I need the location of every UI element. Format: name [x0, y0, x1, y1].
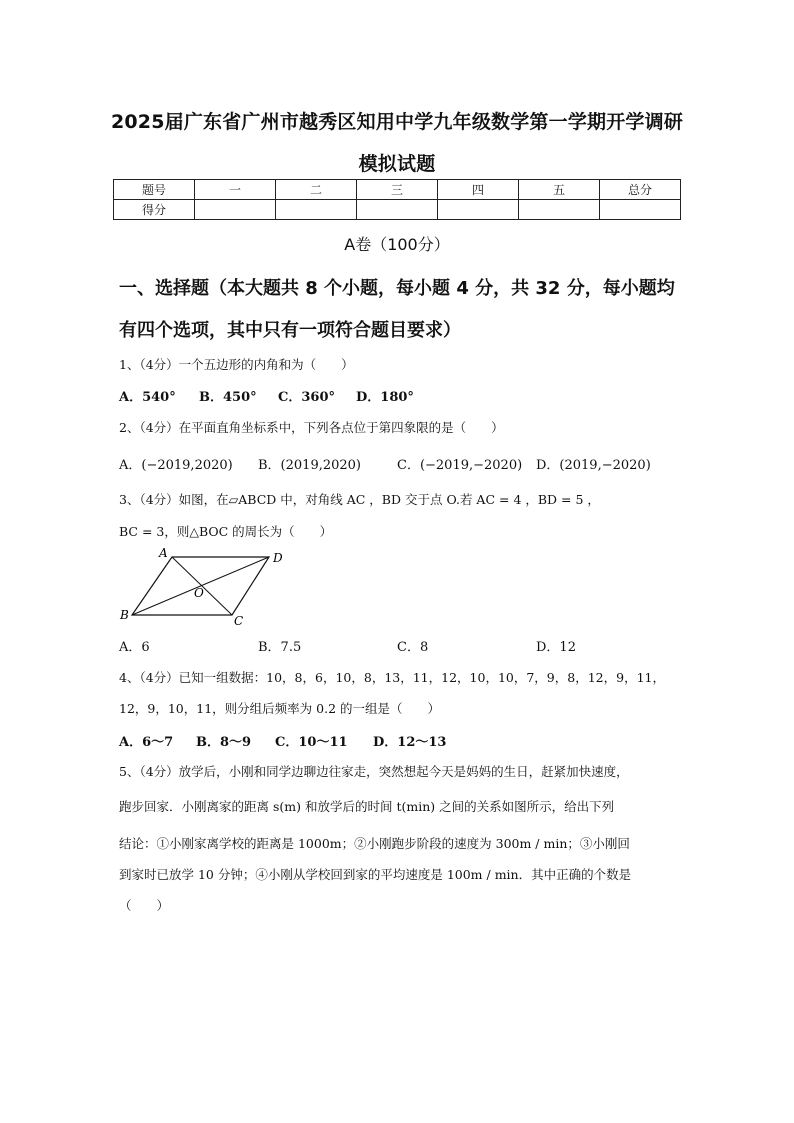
parallelogram-figure	[115, 545, 295, 630]
vertex-label-b: B	[120, 608, 129, 622]
q2-option-b[interactable]: B．(2019,2020)	[258, 458, 361, 473]
exam-title-line-1: 2025届广东省广州市越秀区知用中学九年级数学第一学期开学调研	[110, 111, 684, 133]
exam-title-line-2: 模拟试题	[358, 153, 436, 175]
q2-option-c[interactable]: C．(−2019,−2020)	[397, 458, 523, 473]
score-cell[interactable]	[195, 200, 276, 220]
q4-option-d[interactable]: D．12～13	[373, 735, 447, 750]
q4-option-a[interactable]: A．6～7	[119, 735, 174, 750]
score-cell[interactable]	[276, 200, 357, 220]
question-2-text: 2、（4分）在平面直角坐标系中，下列各点位于第四象限的是（ ）	[119, 420, 504, 435]
score-header-cell: 二	[276, 180, 357, 200]
q3-option-d[interactable]: D．12	[536, 640, 576, 655]
vertex-label-a: A	[159, 546, 168, 560]
question-5-line-5: （ ）	[119, 898, 170, 913]
question-5-line-1: 5、（4分）放学后，小刚和同学边聊边往家走，突然想起今天是妈妈的生日，赶紧加快速度，	[119, 764, 629, 779]
q3-option-b[interactable]: B．7.5	[258, 640, 302, 655]
volume-heading: A卷（100分）	[344, 235, 450, 254]
question-5-line-3: 结论：①小刚家离学校的距离是 1000m；②小刚跑步阶段的速度为 300m / min；③小刚回	[119, 836, 630, 851]
q2-option-a[interactable]: A．(−2019,2020)	[119, 458, 233, 473]
score-table	[113, 179, 681, 220]
score-header-cell: 四	[438, 180, 519, 200]
section-heading-line-2: 有四个选项，其中只有一项符合题目要求）	[119, 320, 461, 341]
q1-option-b[interactable]: B．450°	[199, 390, 257, 405]
q3-option-c[interactable]: C．8	[397, 640, 429, 655]
q1-option-c[interactable]: C．360°	[278, 390, 335, 405]
score-header-cell: 五	[519, 180, 600, 200]
question-5-line-2: 跑步回家．小刚离家的距离 s(m) 和放学后的时间 t(min) 之间的关系如图所示，给出下列	[119, 799, 615, 814]
question-4-line-2: 12，9，10，11，则分组后频率为 0.2 的一组是（ ）	[119, 701, 440, 716]
vertex-label-d: D	[273, 551, 283, 565]
score-table-score-row	[114, 200, 681, 220]
score-header-cell: 总分	[600, 180, 681, 200]
vertex-label-c: C	[234, 614, 244, 628]
q1-option-a[interactable]: A．540°	[119, 390, 176, 405]
q4-option-c[interactable]: C．10～11	[275, 735, 348, 750]
question-5-line-4: 到家时已放学 10 分钟；④小刚从学校回到家的平均速度是 100m / min．其中正确的个数是	[119, 867, 632, 882]
score-table-header-row	[114, 180, 681, 200]
point-label-o: O	[194, 586, 204, 600]
question-1-text: 1、（4分）一个五边形的内角和为（ ）	[119, 357, 354, 372]
score-header-cell: 三	[357, 180, 438, 200]
q3-option-a[interactable]: A．6	[119, 640, 150, 655]
q2-option-d[interactable]: D．(2019,−2020)	[536, 458, 651, 473]
score-cell[interactable]	[519, 200, 600, 220]
score-cell[interactable]	[600, 200, 681, 220]
score-row-label: 得分	[114, 200, 195, 220]
question-3-line-1: 3、（4分）如图，在▱ABCD 中，对角线 AC ，BD 交于点 O.若 AC = 4 ，BD = 5 ，	[119, 492, 600, 507]
question-3-line-2: BC = 3，则△BOC 的周长为（ ）	[119, 524, 333, 539]
score-cell[interactable]	[438, 200, 519, 220]
question-4-line-1: 4、（4分）已知一组数据：10，8，6，10，8，13，11，12，10，10，7，9，8，12，9，11，	[119, 670, 665, 685]
q1-option-d[interactable]: D．180°	[356, 390, 414, 405]
score-cell[interactable]	[357, 200, 438, 220]
q4-option-b[interactable]: B．8～9	[196, 735, 252, 750]
section-heading-line-1: 一、选择题（本大题共 8 个小题，每小题 4 分，共 32 分，每小题均	[119, 278, 675, 299]
score-header-cell: 一	[195, 180, 276, 200]
score-header-cell: 题号	[114, 180, 195, 200]
